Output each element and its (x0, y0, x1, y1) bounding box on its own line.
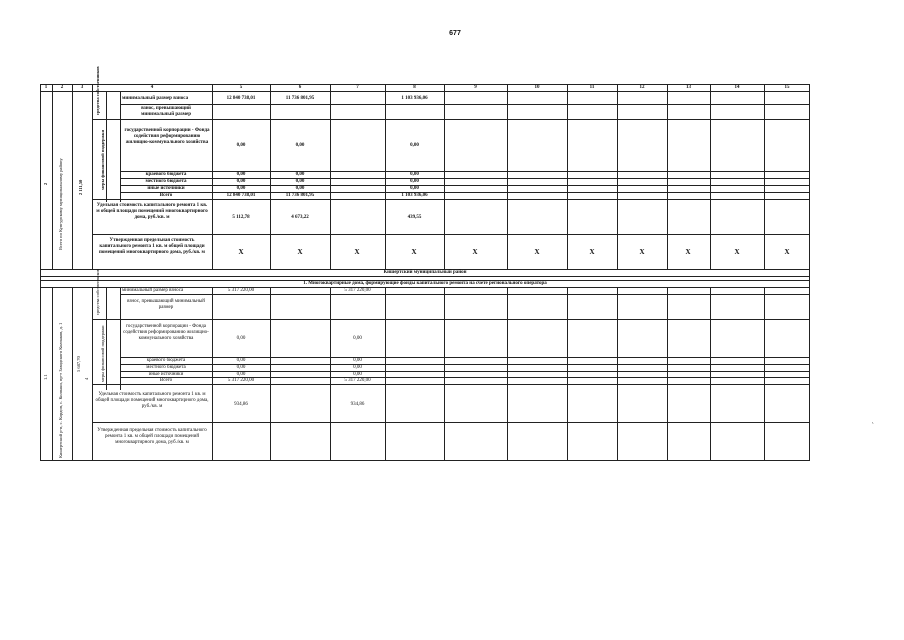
s1-unit-cost-label: Удельная стоимость капитального ремонта 1 кв. м общей площади помещений многоквартирного дома, руб./кв. м (96, 203, 208, 220)
header-col-15: 15 (784, 85, 790, 90)
edge-mark: ˛ (872, 418, 874, 424)
s1-row-kb-label: краевого бюджета (145, 172, 187, 177)
s1-row-kb-c5: 0,00 (236, 172, 246, 177)
s1-row-excess-label: взнос, превышающий минимальный размер (141, 106, 191, 117)
s1-row-fund-c6: 0,00 (295, 143, 305, 148)
header-col-1: 1 (44, 85, 48, 90)
s1-unit-cost-c5: 5 112,78 (232, 215, 250, 220)
section-title: Кишертский муниципальный район (383, 270, 467, 275)
s2-row-total-c5: 5 317 220,00 (227, 378, 255, 383)
header-col-14: 14 (734, 85, 740, 90)
s1-unit-cost-c6: 4 673,22 (291, 215, 309, 220)
s2-row-mb-c7: 0,00 (353, 365, 362, 370)
s1-row-fund-c5: 0,00 (236, 143, 246, 148)
s1-code: 2 111,50 (78, 179, 83, 195)
s2-unit-cost-label: Удельная стоимость капитального ремонта 1 кв. м общей площади помещений многоквартирного дома, руб./кв. м (95, 392, 209, 409)
s1-district: Всего по Кунгурскому муниципальному району (58, 158, 63, 250)
s2-row-fund-c7: 0,00 (353, 336, 362, 341)
s1-rownum: 2 (43, 182, 48, 185)
s2-row-total-c7: 5 317 220,00 (344, 378, 371, 383)
s2-rownum: 1.1 (43, 374, 48, 380)
s1-limit-x-13: X (685, 248, 691, 256)
header-col-6: 6 (298, 85, 302, 90)
s2-limit-label: Утвержденная предельная стоимость капитального ремонта 1 кв. м общей площади помещений многоквартирного дома, руб./кв. м (97, 428, 207, 445)
s1-group-fin: меры финансовой поддержки (100, 129, 105, 190)
s2-row-kb-c7: 0,00 (353, 358, 362, 363)
s2-row-kb-label: краевого бюджета (146, 358, 186, 363)
s1-limit-x-12: X (639, 248, 645, 256)
header-col-5: 5 (239, 85, 243, 90)
s2-row-min-c7: 5 317 220,00 (344, 288, 371, 293)
header-col-7: 7 (356, 85, 359, 90)
s2-num: 4 (84, 377, 89, 380)
header-col-10: 10 (534, 85, 540, 90)
s1-row-other-c5: 0,00 (236, 186, 246, 191)
s1-row-kb-c8: 0,00 (410, 172, 419, 177)
s2-row-other-c5: 0,00 (236, 372, 246, 377)
header-col-2: 2 (60, 85, 64, 90)
s1-row-fund-c8: 0,00 (410, 143, 419, 148)
s1-limit-label: Утвержденная предельная стоимость капитального ремонта 1 кв. м общей площади помещений многоквартирного дома, руб./кв. м (99, 238, 205, 255)
s2-row-kb-c5: 0,00 (236, 358, 246, 363)
s1-row-other-label: иные источники (147, 186, 185, 191)
s2-code: 5 687,70 (76, 356, 81, 372)
s1-row-min-c5: 12 840 738,01 (226, 96, 256, 101)
s1-row-total-c5: 12 840 738,01 (226, 193, 256, 198)
s1-row-mb-c5: 0,00 (236, 179, 246, 184)
s1-row-other-c8: 0,00 (410, 186, 419, 191)
s2-group-fin: меры финансовой поддержки (100, 325, 105, 382)
s1-row-mb-c6: 0,00 (295, 179, 305, 184)
header-col-4: 4 (150, 85, 154, 90)
page-number: 677 (449, 30, 461, 37)
s1-row-total-c8: 1 103 936,06 (401, 193, 428, 198)
s1-row-other-c6: 0,00 (295, 186, 305, 191)
s2-address: Кишертский р-н, с. Кордон, с. Колпаки, пр-т Заводского Колпаков, д. 1 (58, 322, 63, 458)
s1-row-total-c6: 11 736 801,95 (285, 193, 315, 198)
s1-row-mb-c8: 0,00 (410, 179, 419, 184)
header-col-13: 13 (686, 85, 691, 90)
s2-row-other-label: иные источники (148, 372, 184, 377)
s1-row-mb-label: местного бюджета (145, 179, 187, 184)
s2-unit-cost-c5: 934,86 (234, 402, 248, 407)
s1-row-min-label: минимальный размер взноса (122, 96, 189, 101)
s2-row-mb-c5: 0,00 (236, 365, 246, 370)
header-col-12: 12 (639, 85, 645, 90)
s2-unit-cost-c7: 934,86 (350, 402, 365, 407)
s2-group-own: средства собственников (95, 269, 100, 315)
s1-limit-x-15: X (784, 248, 790, 256)
s1-limit-x-8: X (411, 248, 417, 256)
header-col-8: 8 (413, 85, 416, 90)
s1-row-fund-label: государственной корпорации - Фонда содействия реформированию жилищно-коммунального хозяйства (124, 128, 210, 145)
s2-row-fund-c5: 0,00 (236, 336, 246, 341)
s2-row-excess-label: взнос, превышающий минимальный размер (127, 299, 205, 310)
header-col-9: 9 (474, 85, 477, 90)
s1-limit-x-5: X (238, 248, 244, 256)
s1-limit-x-9: X (472, 248, 478, 256)
s1-row-min-c8: 1 103 936,06 (401, 96, 428, 101)
s1-group-own: средства собственников (95, 66, 100, 115)
s1-limit-x-7: X (354, 248, 360, 256)
s2-row-total-label: Всего (159, 378, 173, 383)
header-col-3: 3 (80, 85, 84, 90)
s2-row-mb-label: местного бюджета (146, 365, 186, 370)
s2-row-min-c5: 5 317 220,00 (227, 288, 255, 293)
s1-limit-x-6: X (297, 248, 303, 256)
s1-unit-cost-c8: 439,55 (407, 215, 422, 220)
section-subtitle: 1. Многоквартирные дома, формирующие фонды капитального ремонта на счете регионального оператора (303, 281, 547, 286)
s1-limit-x-11: X (589, 248, 595, 256)
s1-limit-x-14: X (734, 248, 740, 256)
header-col-11: 11 (589, 85, 595, 90)
s1-limit-x-10: X (534, 248, 540, 256)
s1-row-min-c6: 11 736 801,95 (285, 96, 315, 101)
s2-row-min-label: минимальный размер взноса (122, 288, 184, 293)
s1-row-total-label: Всего (159, 193, 173, 198)
s2-row-fund-label: государственной корпорации - Фонда содействия реформированию жилищно-коммунального хозяйства (123, 324, 209, 341)
s2-row-other-c7: 0,00 (353, 372, 362, 377)
s1-row-kb-c6: 0,00 (295, 172, 305, 177)
